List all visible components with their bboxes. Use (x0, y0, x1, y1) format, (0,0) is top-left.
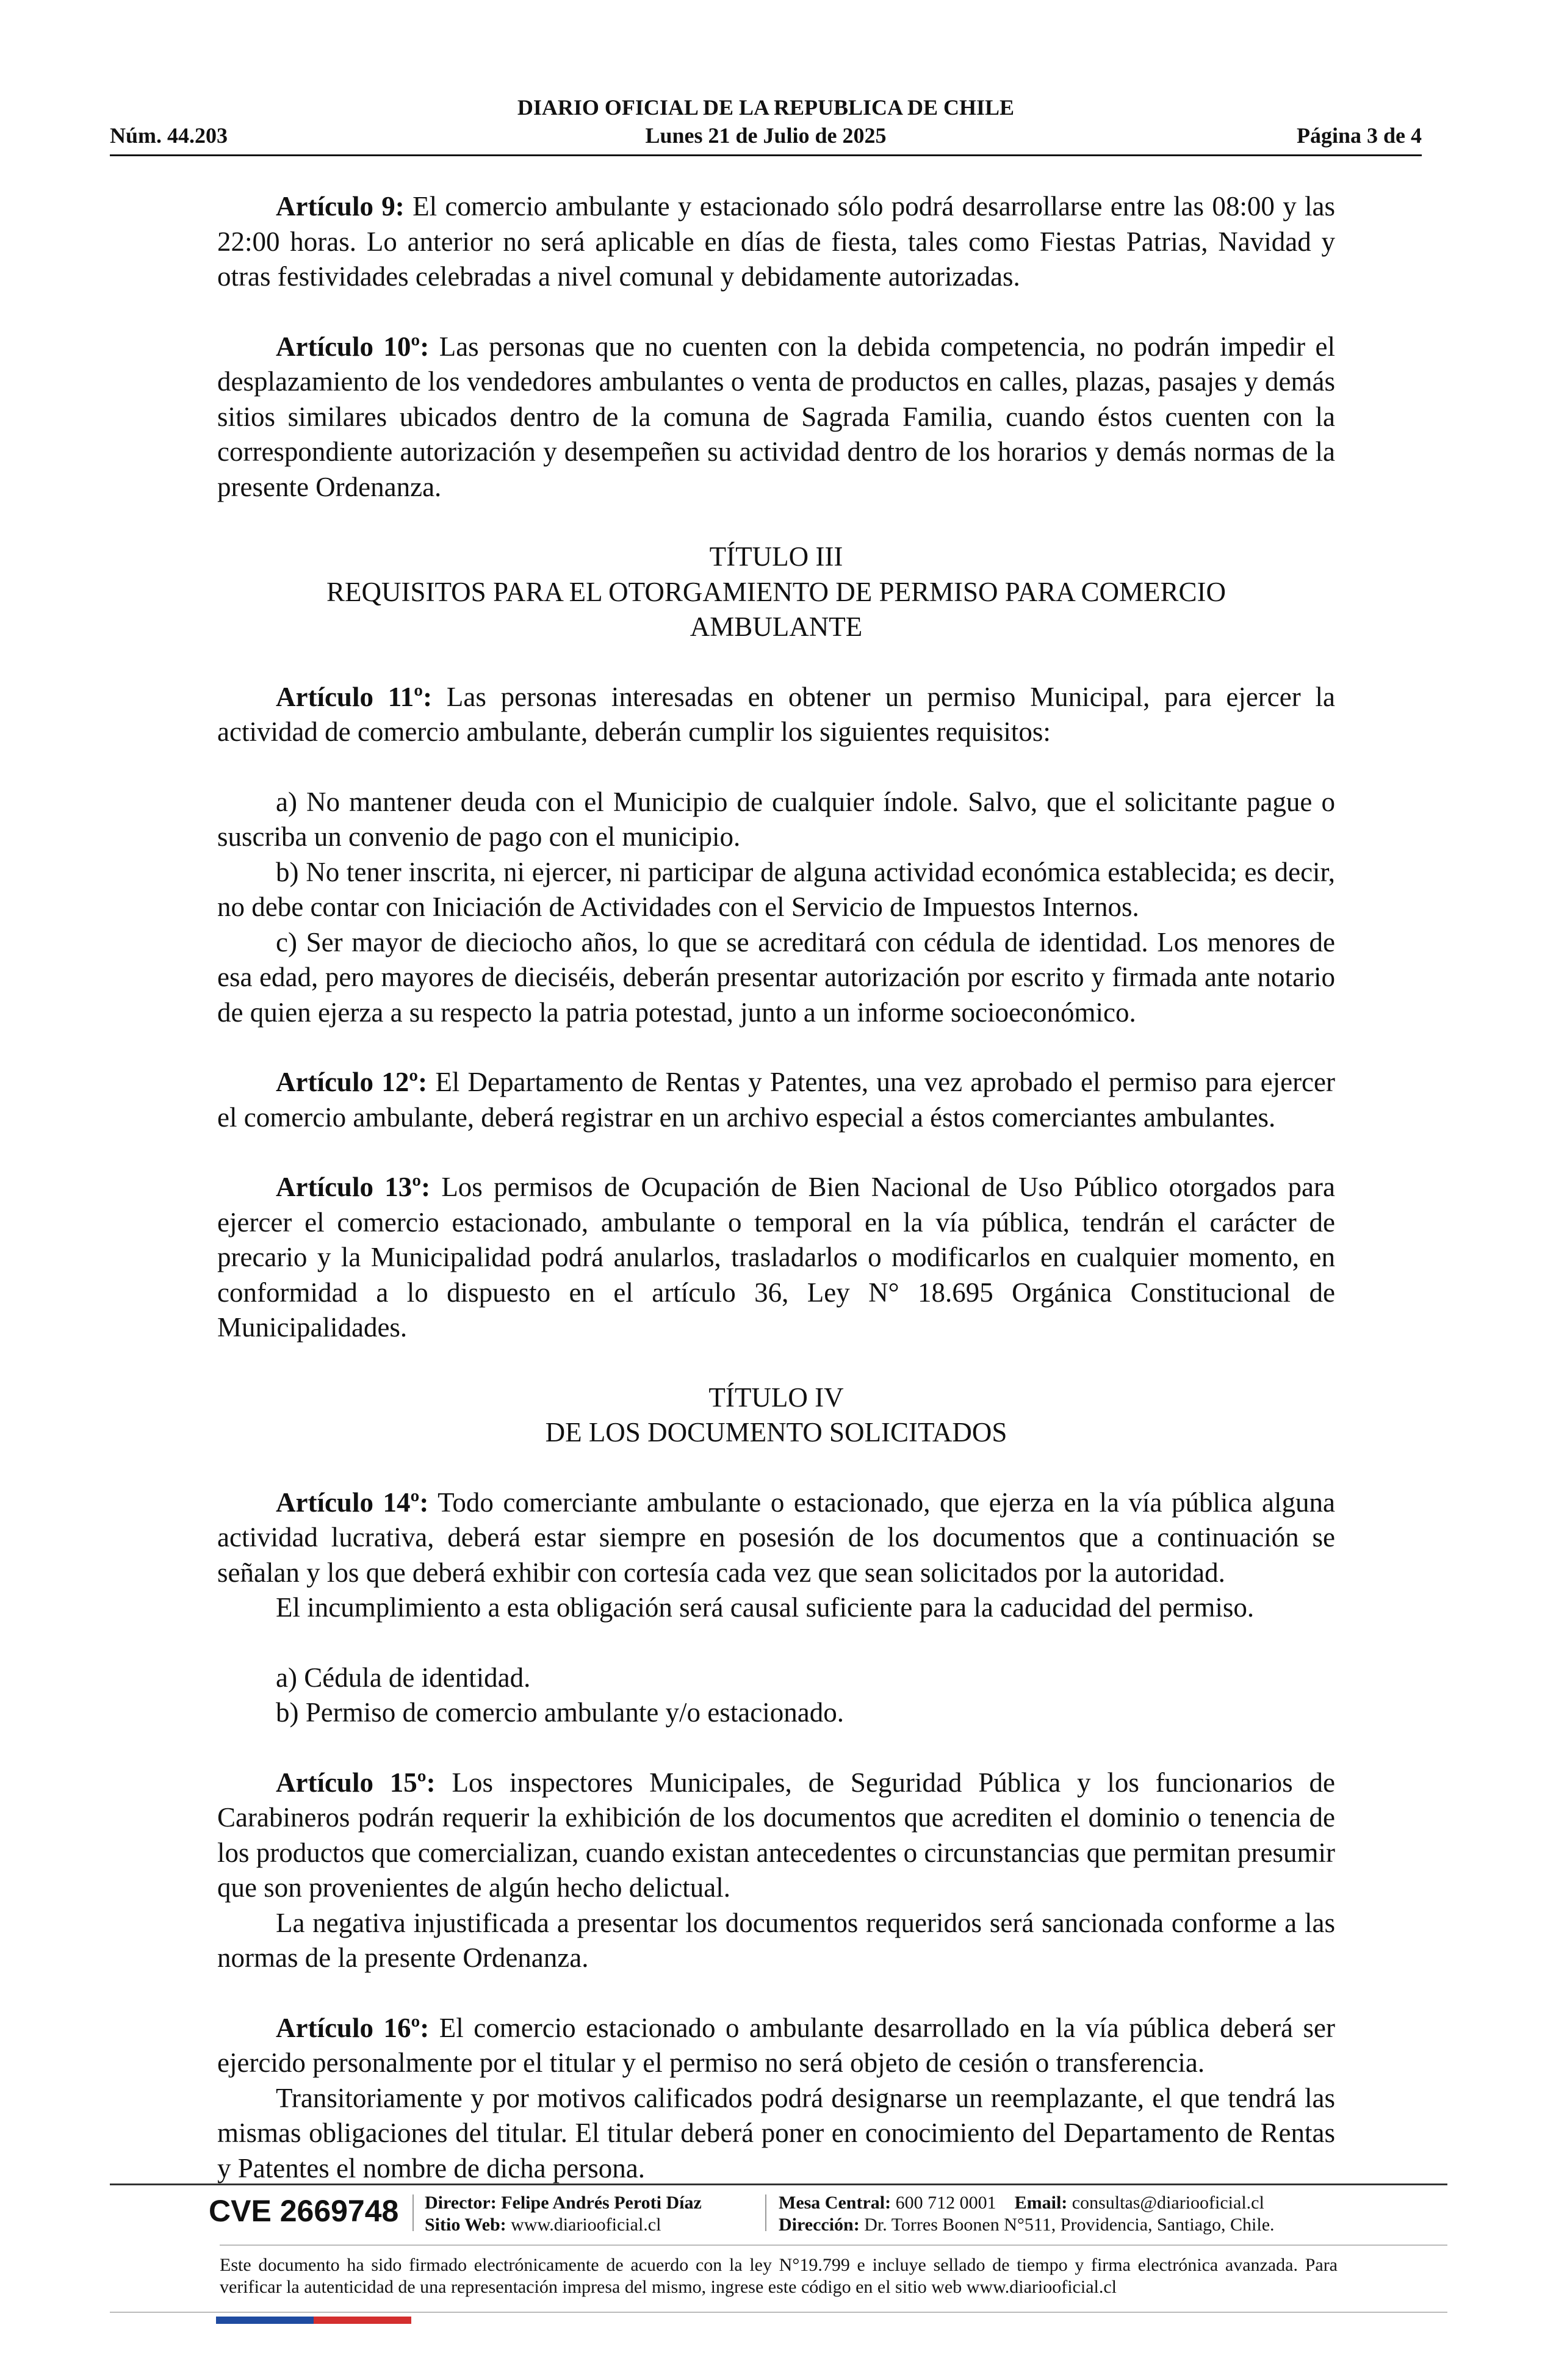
article-text: Los permisos de Ocupación de Bien Nacional de Uso Público otorgados para ejercer el comercio estacionado, ambulante o temporal en la vía pública, tendrán el carácter de precario y la Municipalidad podrá anularlos, trasladarlos o modificarlos en cualquier momento, en conformidad a lo dispuesto en el artículo 36, Ley N° 18.695 Orgánica Constitucional de Municipalidades. (217, 1172, 1335, 1343)
article-label: Artículo 14º: (276, 1487, 429, 1518)
journal-title: DIARIO OFICIAL DE LA REPUBLICA DE CHILE (517, 95, 1015, 120)
page-header (110, 95, 1422, 156)
title-line: TÍTULO IV (708, 1382, 844, 1413)
page-number: Página 3 de 4 (1296, 123, 1422, 148)
director-name: Felipe Andrés Peroti Díaz (496, 2193, 702, 2213)
article-label: Artículo 15º: (276, 1767, 436, 1798)
website-label: Sitio Web: (425, 2215, 506, 2235)
article-15-paragraph: La negativa injustificada a presentar los documentos requeridos será sancionada conforme a las normas de la presente Ordenanza. (217, 1907, 1335, 1973)
footer-divider (765, 2194, 766, 2231)
page-footer (110, 2183, 1447, 2330)
section-title-4 (217, 1380, 1335, 1451)
footer-rule (110, 2312, 1447, 2313)
issue-date: Lunes 21 de Julio de 2025 (645, 123, 887, 148)
article-text: Los inspectores Municipales, de Seguridad Pública y los funcionarios de Carabineros podrán requerir la exhibición de los documentos que acrediten el dominio o tenencia de los productos que comercializan, cuando existan antecedentes o circunstancias que permitan presumir que son provenientes de algún hecho delictual. (217, 1767, 1335, 1903)
article-14-item-b: b) Permiso de comercio ambulante y/o estacionado. (276, 1697, 844, 1728)
title-line: AMBULANTE (690, 611, 863, 642)
article-14 (217, 1485, 1335, 1591)
footer-divider (412, 2194, 414, 2231)
director-label: Director: (425, 2193, 497, 2213)
article-16 (217, 2011, 1335, 2081)
article-text: El Departamento de Rentas y Patentes, una vez aprobado el permiso para ejercer el comercio ambulante, deberá registrar en un archivo especial a éstos comerciantes ambulantes. (217, 1067, 1335, 1133)
footer-rule (220, 2245, 1447, 2246)
footer-rule (110, 2183, 1447, 2185)
article-11-item-c: c) Ser mayor de dieciocho años, lo que se acreditará con cédula de identidad. Los menores de esa edad, pero mayores de dieciséis, deberán presentar autorización por escrito y firmada ante notario de quien ejerza a su respecto la patria potestad, junto a un informe socioeconómico. (217, 926, 1335, 1028)
flag-stripe-blue (216, 2317, 314, 2324)
title-line: DE LOS DOCUMENTO SOLICITADOS (545, 1417, 1007, 1448)
article-16-paragraph: Transitoriamente y por motivos calificados podrá designarse un reemplazante, el que tendrá las mismas obligaciones del titular. El titular deberá poner en conocimiento del Departamento de Rentas y Patentes el nombre de dicha persona. (217, 2082, 1335, 2183)
article-label: Artículo 10º: (276, 331, 430, 362)
article-11-item-b: b) No tener inscrita, ni ejercer, ni participar de alguna actividad económica establecida; es decir, no debe contar con Iniciación de Actividades con el Servicio de Impuestos Internos. (217, 856, 1335, 922)
article-11-item-a: a) No mantener deuda con el Municipio de cualquier índole. Salvo, que el solicitante pague o suscriba un convenio de pago con el municipio. (217, 786, 1335, 852)
article-label: Artículo 13º: (276, 1172, 431, 1202)
article-text: Las personas que no cuenten con la debida competencia, no podrán impedir el desplazamiento de los vendedores ambulantes o venta de productos en calles, plazas, pasajes y demás sitios similares ubicados dentro de la comuna de Sagrada Familia, cuando éstos cuenten con la correspondiente autorización y desempeñen su actividad dentro de los horarios y demás normas de la presente Ordenanza. (217, 331, 1335, 502)
article-text: El comercio estacionado o ambulante desarrollado en la vía pública deberá ser ejercido personalmente por el titular y el permiso no será objeto de cesión o transferencia. (217, 2012, 1335, 2078)
mesa-label: Mesa Central: (779, 2193, 891, 2213)
document-body (217, 189, 1335, 2186)
issue-number: Núm. 44.203 (110, 123, 228, 148)
article-label: Artículo 11º: (276, 681, 433, 712)
cve-code: CVE 2669748 (209, 2194, 399, 2228)
article-label: Artículo 12º: (276, 1067, 428, 1097)
email-link[interactable]: consultas@diariooficial.cl (1067, 2193, 1264, 2213)
article-label: Artículo 9: (276, 191, 405, 222)
article-10 (217, 330, 1335, 505)
article-11 (217, 680, 1335, 750)
mesa-phone: 600 712 0001 (891, 2193, 996, 2213)
title-line: TÍTULO III (709, 541, 843, 572)
article-14-paragraph: El incumplimiento a esta obligación será causal suficiente para la caducidad del permiso. (276, 1592, 1255, 1623)
header-rule (110, 154, 1422, 156)
article-14-item-a: a) Cédula de identidad. (276, 1662, 531, 1693)
section-title-3 (217, 539, 1335, 645)
article-15 (217, 1765, 1335, 1906)
article-text: Las personas interesadas en obtener un permiso Municipal, para ejercer la actividad de comercio ambulante, deberán cumplir los siguientes requisitos: (217, 681, 1335, 747)
article-13 (217, 1170, 1335, 1346)
director-block (425, 2192, 702, 2236)
article-9 (217, 189, 1335, 295)
address-text: Dr. Torres Boonen N°511, Providencia, Santiago, Chile. (859, 2215, 1275, 2235)
flag-stripe-red (314, 2317, 411, 2324)
website-link[interactable]: www.diariooficial.cl (506, 2215, 661, 2235)
article-label: Artículo 16º: (276, 2012, 430, 2043)
contact-block (779, 2192, 1275, 2236)
email-label: Email: (1014, 2193, 1068, 2213)
article-text: Todo comerciante ambulante o estacionado, que ejerza en la vía pública alguna actividad lucrativa, deberá estar siempre en posesión de los documentos que a continuación se señalan y los que deberá exhibir con cortesía cada vez que sean solicitados por la autoridad. (217, 1487, 1335, 1588)
title-line: REQUISITOS PARA EL OTORGAMIENTO DE PERMISO PARA COMERCIO (326, 576, 1226, 607)
address-label: Dirección: (779, 2215, 860, 2235)
article-12 (217, 1065, 1335, 1135)
article-text: El comercio ambulante y estacionado sólo podrá desarrollarse entre las 08:00 y las 22:00 horas. Lo anterior no será aplicable en días de fiesta, tales como Fiestas Patrias, Navidad y otras festividades celebradas a nivel comunal y debidamente autorizadas. (217, 191, 1336, 292)
legal-notice: Este documento ha sido firmado electrónicamente de acuerdo con la ley N°19.799 e incluye sellado de tiempo y firma electrónica avanzada. Para verificar la autenticidad de una representación impresa del mismo, ingrese este código en el sitio web www.diariooficial.cl (220, 2255, 1338, 2297)
